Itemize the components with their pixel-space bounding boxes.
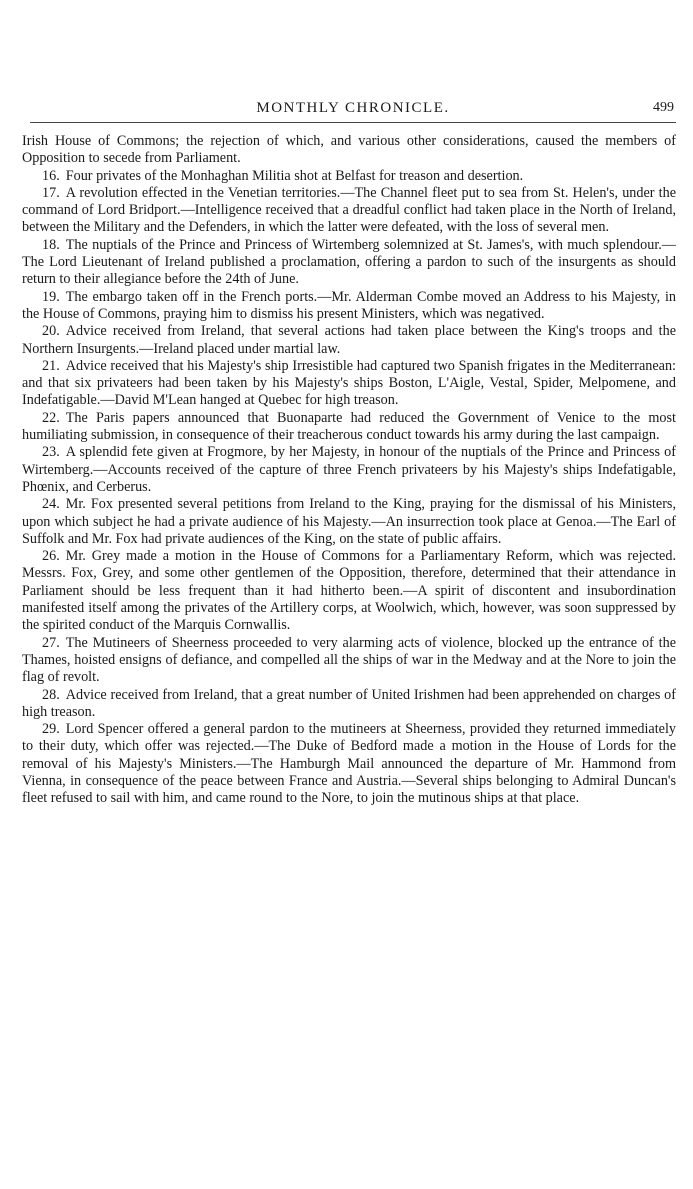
entry-day: 29. — [42, 721, 60, 738]
entry-day: 22. — [42, 409, 60, 426]
chronicle-entry — [22, 496, 676, 548]
entry-text: The Paris papers announced that Buonaparte had reduced the Government of Venice to the most humiliating submission, in consequence of their treacherous conduct towards his army during the last campaign. — [22, 409, 676, 444]
entry-day: 23. — [42, 444, 60, 461]
chronicle-entry — [22, 185, 676, 237]
entry-text: The Mutineers of Sheerness proceeded to very alarming acts of violence, blocked up the entrance of the Thames, hoisted ensigns of defiance, and compelled all the ships of war in the Medway and at the Nore to join the flag of revolt. — [22, 634, 676, 686]
entry-text: Mr. Grey made a motion in the House of Commons for a Parliamentary Reform, which was rejected. Messrs. Fox, Grey, and some other gentlemen of the Opposition, therefore, determined that their attendance in Parliament should be less frequent than it had hitherto been.—A spirit of discontent and insubordination manifested itself among the privates of the Artillery corps, at Woolwich, which, however, was soon suppressed by the spirited conduct of the Marquis Cornwallis. — [22, 548, 676, 634]
entry-text: Advice received from Ireland, that several actions had taken place between the King's troops and the Northern Insurgents.—Ireland placed under martial law. — [22, 323, 676, 357]
chronicle-entry — [22, 168, 676, 185]
entry-text: Advice received that his Majesty's ship Irresistible had captured two Spanish frigates in the Mediterranean: and that six privateers had been taken by his Majesty's ships Boston, L'Aigle, Vestal, Spider, Melpomene, and Indefatigable.—David M'Lean hanged at Quebec for high treason. — [22, 357, 676, 409]
entry-day: 24. — [42, 496, 60, 513]
entry-day: 28. — [42, 686, 60, 703]
entry-text: Advice received from Ireland, that a great number of United Irishmen had been apprehended on charges of high treason. — [22, 686, 676, 720]
entry-day: 21. — [42, 357, 60, 374]
chronicle-entry — [22, 133, 676, 168]
entry-text: A splendid fete given at Frogmore, by her Majesty, in honour of the nuptials of the Prince and Princess of Wirtemberg.—Accounts received of the capture of three French privateers by his Majesty's ships Indefatigable, Phœnix, and Cerberus. — [22, 444, 676, 495]
entry-day: 16. — [42, 167, 60, 184]
chronicle-entry — [22, 721, 676, 807]
page — [22, 96, 676, 808]
chronicle-entry — [22, 289, 676, 324]
chronicle-body — [22, 133, 676, 808]
page-number: 499 — [653, 100, 674, 115]
entry-day: 27. — [42, 634, 60, 651]
chronicle-entry — [22, 410, 676, 445]
entry-text: Mr. Fox presented several petitions from Ireland to the King, praying for the dismissal of his Ministers, upon which subject he had a private audience of his Majesty.—An insurrection took place at Genoa.—The Earl of Suffolk and Mr. Fox had private audiences of the King, on the state of public affairs. — [22, 496, 676, 547]
entry-text: Irish House of Commons; the rejection of which, and various other considerations, caused the members of Opposition to secede from Parliament. — [22, 133, 676, 167]
entry-day: 19. — [42, 288, 60, 305]
chronicle-entry — [22, 323, 676, 358]
page-header — [30, 96, 676, 123]
entry-day: 18. — [42, 236, 60, 253]
chronicle-entry — [22, 358, 676, 410]
entry-day: 17. — [42, 184, 60, 201]
chronicle-entry — [22, 237, 676, 289]
entry-text: A revolution effected in the Venetian territories.—The Channel fleet put to sea from St. Helen's, under the command of Lord Bridport.—Intelligence received that a dreadful conflict had taken place in the North of Ireland, between the Military and the Defenders, in which the latter were defeated, with the loss of several men. — [22, 184, 676, 236]
entry-day: 26. — [42, 548, 60, 565]
entry-text: Four privates of the Monhaghan Militia shot at Belfast for treason and desertion. — [65, 167, 524, 184]
chronicle-entry — [22, 687, 676, 722]
chronicle-entry — [22, 635, 676, 687]
entry-text: Lord Spencer offered a general pardon to the mutineers at Sheerness, provided they returned immediately to their duty, which offer was rejected.—The Duke of Bedford made a motion in the House of Lords for the removal of his Majesty's Ministers.—The Hamburgh Mail announced the departure of Mr. Hammond from Vienna, in consequence of the peace between France and Austria.—Several ships belonging to Admiral Duncan's fleet refused to sail with him, and came round to the Nore, to join the mutinous ships at that place. — [22, 721, 676, 807]
entry-day: 20. — [42, 323, 60, 340]
chronicle-entry — [22, 444, 676, 496]
entry-text: The embargo taken off in the French ports.—Mr. Alderman Combe moved an Address to his Majesty, in the House of Commons, praying him to dismiss his present Ministers, which was negatived. — [22, 288, 676, 322]
chronicle-entry — [22, 548, 676, 634]
running-title: MONTHLY CHRONICLE. — [256, 100, 450, 116]
entry-text: The nuptials of the Prince and Princess of Wirtemberg solemnized at St. James's, with much splendour.—The Lord Lieutenant of Ireland published a proclamation, offering a pardon to such of the insurgents as should return to their allegiance before the 24th of June. — [22, 236, 676, 288]
